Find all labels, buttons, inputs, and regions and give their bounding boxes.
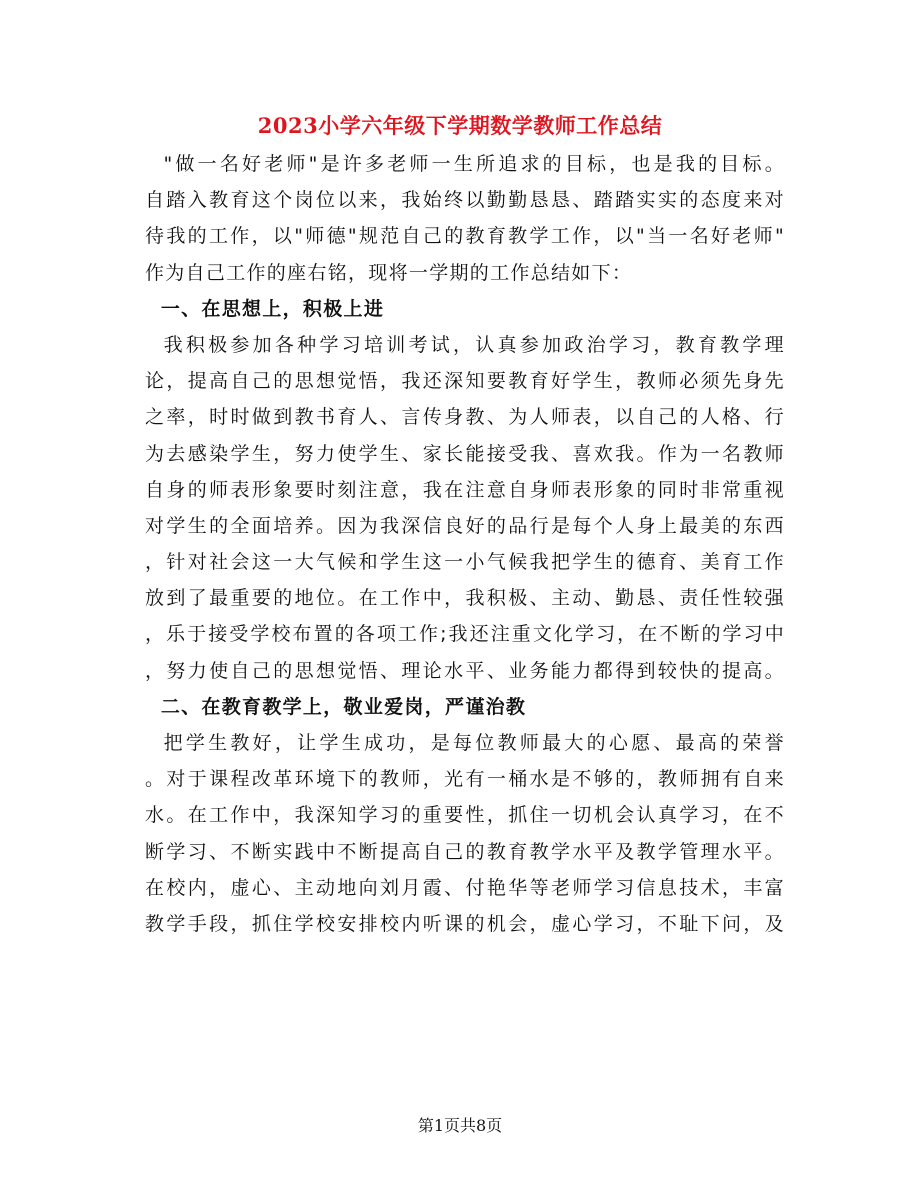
text-line: 把学生教好，让学生成功，是每位教师最大的心愿、最高的荣誉 xyxy=(145,732,785,754)
text-line: 待我的工作，以"师德"规范自己的教育教学工作，以"当一名好老师" xyxy=(145,225,785,248)
text-line: 之率，时时做到教书育人、言传身教、为人师表，以自己的人格、行 xyxy=(145,406,785,429)
text-line: 在校内，虚心、主动地向刘月霞、付艳华等老师学习信息技术，丰富 xyxy=(145,876,785,899)
text-line: 对学生的全面培养。因为我深信良好的品行是每个人身上最美的东西 xyxy=(145,514,785,537)
text-line: 自踏入教育这个岗位以来，我始终以勤勤恳恳、踏踏实实的态度来对 xyxy=(145,189,785,212)
text-line: 教学手段，抓住学校安排校内听课的机会，虚心学习，不耻下问，及 xyxy=(145,912,785,935)
text-line: 作为自己工作的座右铭，现将一学期的工作总结如下： xyxy=(145,261,633,284)
page-number: 第1页共8页 xyxy=(417,1116,503,1135)
text-line: ，乐于接受学校布置的各项工作;我还注重文化学习，在不断的学习中 xyxy=(145,623,785,646)
text-line: 论，提高自己的思想觉悟，我还深知要教育好学生，教师必须先身先 xyxy=(145,370,785,393)
text-line: ，针对社会这一大气候和学生这一小气候我把学生的德育、美育工作 xyxy=(145,551,785,574)
document-title: 2023小学六年级下学期数学教师工作总结 xyxy=(257,113,663,138)
text-line: 我积极参加各种学习培训考试，认真参加政治学习，教育教学理 xyxy=(145,333,785,356)
text-line: 断学习、不断实践中不断提高自己的教育教学水平及教学管理水平。 xyxy=(145,840,785,863)
text-line: 自身的师表形象要时刻注意，我在注意自身师表形象的同时非常重视 xyxy=(145,478,785,501)
section-heading: 二、在教育教学上，敬业爱岗，严谨治教 xyxy=(145,695,527,718)
document-body xyxy=(145,146,785,942)
section-heading: 一、在思想上，积极上进 xyxy=(145,297,385,320)
text-line: 。对于课程改革环境下的教师，光有一桶水是不够的，教师拥有自来 xyxy=(145,768,785,791)
text-line: ，努力使自己的思想觉悟、理论水平、业务能力都得到较快的提高。 xyxy=(145,659,785,682)
text-line: 放到了最重要的地位。在工作中，我积极、主动、勤恳、责任性较强 xyxy=(145,587,785,610)
text-line: "做一名好老师"是许多老师一生所追求的目标，也是我的目标。 xyxy=(145,153,785,175)
text-line: 水。在工作中，我深知学习的重要性，抓住一切机会认真学习，在不 xyxy=(145,804,785,827)
text-line: 为去感染学生，努力使学生、家长能接受我、喜欢我。作为一名教师 xyxy=(145,442,785,465)
